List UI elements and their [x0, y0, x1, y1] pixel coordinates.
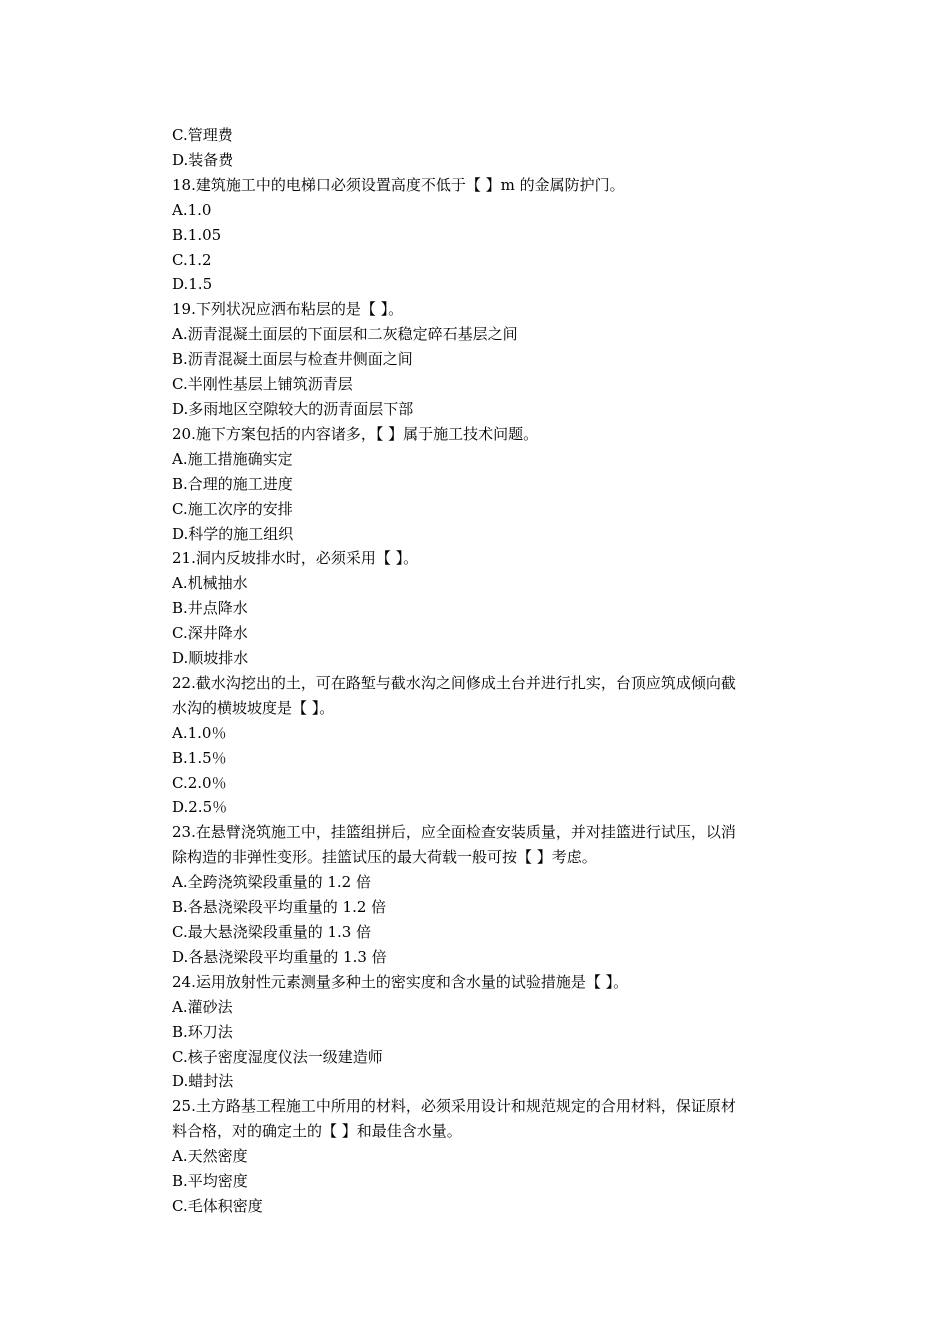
option-line: B.沥青混凝土面层与检查井侧面之间	[172, 350, 413, 369]
option-line: B.平均密度	[172, 1172, 248, 1191]
option-line: B.井点降水	[172, 599, 248, 618]
option-line: C.施工次序的安排	[172, 499, 293, 518]
question-18: 18.建筑施工中的电梯口必须设置高度不低于【 】m 的金属防护门。	[172, 175, 625, 194]
option-line: A.1.0	[172, 200, 212, 219]
option-line: D.科学的施工组织	[172, 524, 294, 543]
question-25: 25.土方路基工程施工中所用的材料，必须采用设计和规范规定的合用材料，保证原材	[172, 1097, 736, 1116]
question-20: 20.施下方案包括的内容诸多，【 】属于施工技术问题。	[172, 424, 539, 443]
option-line: C.1.2	[172, 250, 212, 269]
question-22-cont: 水沟的横坡坡度是【 】。	[172, 698, 335, 717]
option-line: A.1.0％	[172, 723, 227, 742]
option-line: D.1.5	[172, 275, 213, 294]
option-line: A.全跨浇筑梁段重量的 1.2 倍	[172, 873, 371, 892]
option-line: B.合理的施工进度	[172, 474, 293, 493]
option-line: C.毛体积密度	[172, 1196, 263, 1215]
question-25-cont: 料合格，对的确定土的【 】和最佳含水量。	[172, 1122, 462, 1141]
option-line: C.半刚性基层上铺筑沥青层	[172, 375, 353, 394]
option-line: B.1.5％	[172, 748, 227, 767]
option-line: B.1.05	[172, 225, 222, 244]
option-line: D.蜡封法	[172, 1072, 234, 1091]
option-line: B.各悬浇梁段平均重量的 1.2 倍	[172, 898, 387, 917]
question-21: 21.洞内反坡排水时，必须采用【 】。	[172, 549, 419, 568]
option-line: D.2.5％	[172, 798, 228, 817]
question-24: 24.运用放射性元素测量多种土的密实度和含水量的试验措施是【 】。	[172, 972, 629, 991]
option-line: A.灌砂法	[172, 997, 233, 1016]
document-page	[172, 123, 802, 1219]
option-line: D.顺坡排水	[172, 649, 249, 668]
option-line: A.天然密度	[172, 1147, 248, 1166]
option-line: C.核子密度湿度仪法一级建造师	[172, 1047, 383, 1066]
option-line: A.机械抽水	[172, 574, 248, 593]
option-line: B.环刀法	[172, 1022, 233, 1041]
option-line: A.施工措施确实定	[172, 449, 293, 468]
question-23: 23.在悬臂浇筑施工中，挂篮组拼后，应全面检查安装质量，并对挂篮进行试压，以消	[172, 823, 736, 842]
option-line: C.2.0％	[172, 773, 227, 792]
option-line: D.各悬浇梁段平均重量的 1.3 倍	[172, 947, 387, 966]
option-line: A.沥青混凝土面层的下面层和二灰稳定碎石基层之间	[172, 325, 518, 344]
question-23-cont: 除构造的非弹性变形。挂篮试压的最大荷载一般可按【 】考虑。	[172, 848, 597, 867]
option-line: C.最大悬浇梁段重量的 1.3 倍	[172, 923, 372, 941]
text-line: C.管理费	[172, 126, 233, 144]
question-22: 22.截水沟挖出的土，可在路堑与截水沟之间修成土台并进行扎实，台顶应筑成倾向截	[172, 673, 736, 692]
question-19: 19.下列状况应洒布粘层的是【 】。	[172, 300, 404, 319]
text-line: D.装备费	[172, 150, 234, 169]
option-line: D.多雨地区空隙较大的沥青面层下部	[172, 399, 414, 418]
option-line: C.深井降水	[172, 624, 248, 643]
